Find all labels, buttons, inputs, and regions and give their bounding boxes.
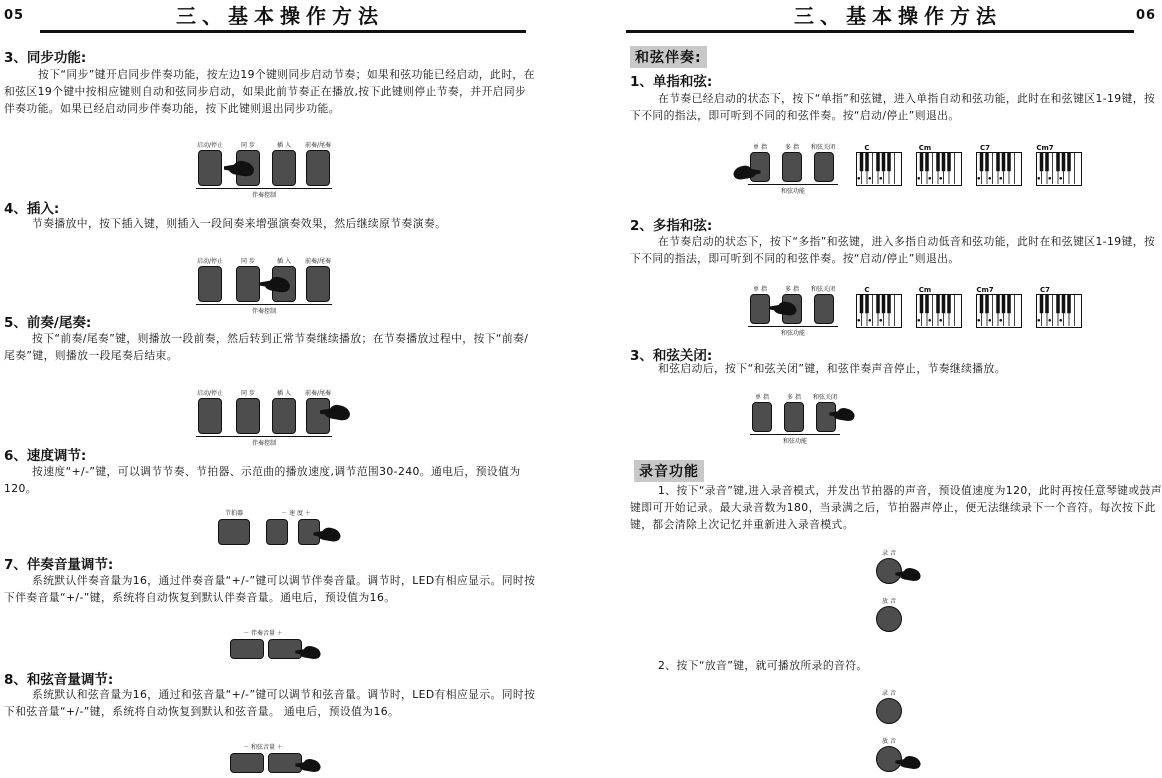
chord-keyboard-diagram — [1036, 152, 1082, 186]
section-heading-intro-ending: 5、前奏/尾奏: — [4, 315, 92, 331]
group-line — [750, 434, 840, 435]
chord-name: C7 — [979, 144, 990, 152]
pointing-hand-icon — [318, 402, 352, 422]
group-line — [196, 188, 332, 189]
section-text-chord-off: 和弦启动后，按下“和弦关闭”键，和弦伴奏声音停止，节奏继续播放。 — [658, 362, 1006, 375]
chord-name: Cm7 — [976, 286, 994, 294]
right-page — [614, 0, 1162, 778]
chord-keyboard-diagram — [916, 152, 962, 186]
start-stop-key[interactable] — [198, 150, 222, 186]
pointing-hand-icon — [294, 642, 322, 662]
tempo-label: － 速 度 ＋ — [281, 510, 311, 517]
chord-keyboard-diagram — [976, 152, 1022, 186]
group-line — [196, 304, 332, 305]
chord-name: Cm — [918, 144, 932, 152]
section-heading-fill-in: 4、插入: — [4, 201, 60, 217]
group-label: 伴奏控制 — [251, 308, 276, 315]
key-label: 启动/停止 — [196, 142, 224, 149]
chord-off-key[interactable] — [814, 152, 834, 182]
page-title: 三、基本操作方法 — [176, 4, 384, 28]
section-text-chord-volume: 系统默认和弦音量为16，通过和弦音量“+/-”键可以调节和弦音量。调节时，LED有相应显示。同时按下和弦音量“+/-”键，系统将自动恢复到默认和弦音量。 通电后，预设值为16。 — [4, 688, 536, 718]
play-label: 放 音 — [882, 738, 896, 745]
key-label: 多 指 — [787, 394, 801, 401]
section-text-tempo: 按速度“+/-”键，可以调节节奏、节拍器、示范曲的播放速度,调节范围30-240。通电后，预设值为120。 — [4, 465, 521, 495]
key-label: 同 步 — [241, 258, 255, 265]
section-text-single-finger: 在节奏已经启动的状态下，按下“单指”和弦键，进入单指自动和弦功能，此时在和弦键区1-19键，按下不同的指法，即可听到不同的和弦伴奏。按“启动/停止”则退出。 — [630, 92, 1156, 122]
key-label: 多 指 — [785, 286, 799, 293]
key-label: 多 指 — [785, 144, 799, 151]
group-label: 和弦功能 — [780, 188, 805, 195]
record-label: 录 音 — [882, 550, 896, 557]
title-rule — [626, 30, 1134, 33]
sync-key[interactable] — [236, 398, 260, 434]
chord-name: C — [864, 144, 870, 152]
single-finger-chord-figure — [732, 142, 1132, 198]
multi-finger-chord-figure — [732, 284, 1132, 340]
key-label: 前奏/尾奏 — [304, 142, 332, 149]
page-number: 06 — [1136, 8, 1157, 23]
section-text-sync: 按下“同步”键开启同步伴奏功能，按左边19个键则同步启动节奏；如果和弦功能已经启动，此时，在和弦区19个键中按相应键则自动和弦同步启动，如果此前节奏正在播放,按下此键则停止节奏，并开启同步伴奏功能。如果已经启动同步伴奏功能，按下此键则退出同步功能。 — [4, 68, 535, 115]
sync-key[interactable] — [236, 266, 260, 302]
key-label: 和弦关闭 — [812, 394, 837, 401]
section-text-accompaniment-volume: 系统默认伴奏音量为16，通过伴奏音量“+/-”键可以调节伴奏音量。调节时，LED有相应显示。同时按下伴奏音量“+/-”键，系统将自动恢复到默认伴奏音量。通电后，预设值为16。 — [4, 574, 536, 604]
pointing-hand-icon — [294, 755, 322, 775]
intro-ending-key[interactable] — [306, 150, 330, 186]
record-label: 录 音 — [882, 690, 896, 697]
tempo-figure — [216, 508, 346, 552]
section-heading-accompaniment-volume: 7、伴奏音量调节: — [4, 557, 114, 573]
key-label: 同 步 — [241, 390, 255, 397]
intro-ending-key[interactable] — [306, 266, 330, 302]
chord-off-figure — [750, 392, 860, 448]
record-section-title: 录音功能 — [634, 460, 704, 482]
accompaniment-control-figure-3 — [196, 388, 356, 448]
key-label: 单 指 — [755, 394, 769, 401]
pointing-hand-icon — [258, 274, 292, 294]
record-play-figure-1 — [872, 548, 932, 634]
pointing-hand-icon — [768, 298, 798, 318]
pointing-hand-icon — [732, 162, 762, 182]
metronome-label: 节拍器 — [224, 510, 243, 517]
single-finger-key[interactable] — [750, 294, 770, 324]
key-label: 同 步 — [241, 142, 255, 149]
chord-name: Cm — [918, 286, 932, 294]
accompaniment-control-figure-2 — [196, 256, 336, 316]
chord-off-key[interactable] — [814, 294, 834, 324]
chord-accompaniment-section-title: 和弦伴奏: — [630, 46, 707, 68]
tempo-down-key[interactable] — [266, 519, 288, 545]
section-heading-sync: 3、同步功能: — [4, 50, 87, 66]
group-label: 和弦功能 — [782, 438, 807, 445]
fill-in-key[interactable] — [272, 398, 296, 434]
key-label: 前奏/尾奏 — [304, 390, 332, 397]
section-text-multi-finger: 在节奏启动的状态下，按下“多指”和弦键，进入多指自动低音和弦功能，此时在和弦键区1-19键，按下不同的指法，即可听到不同的和弦伴奏。按“启动/停止”则退出。 — [630, 235, 1156, 265]
section-heading-single-finger: 1、单指和弦: — [630, 74, 713, 90]
accompaniment-volume-label: － 伴奏音量 ＋ — [243, 630, 283, 637]
left-page — [0, 0, 548, 778]
record-key[interactable] — [876, 698, 902, 724]
accompaniment-volume-down-key[interactable] — [230, 639, 264, 659]
key-label: 和弦关闭 — [810, 144, 835, 151]
play-key[interactable] — [876, 606, 902, 632]
chord-name: Cm7 — [1036, 144, 1054, 152]
group-label: 和弦功能 — [780, 330, 805, 337]
pointing-hand-icon — [312, 524, 342, 544]
group-line — [748, 326, 838, 327]
section-heading-tempo: 6、速度调节: — [4, 448, 87, 464]
chord-volume-figure — [228, 742, 328, 778]
chord-name: C7 — [1039, 286, 1050, 294]
key-label: 和弦关闭 — [810, 286, 835, 293]
section-text-fill-in: 节奏播放中，按下插入键，则插入一段间奏来增强演奏效果，然后继续原节奏演奏。 — [32, 217, 447, 230]
chord-keyboard-diagram — [856, 152, 902, 186]
group-line — [748, 184, 838, 185]
key-label: 插 入 — [277, 142, 291, 149]
key-label: 启动/停止 — [196, 258, 224, 265]
single-finger-key[interactable] — [752, 402, 772, 432]
section-text-intro-ending: 按下“前奏/尾奏”键，则播放一段前奏，然后转到正常节奏继续播放；在节奏播放过程中，按下“前奏/尾奏”键，则播放一段尾奏后结束。 — [4, 332, 529, 362]
multi-finger-key[interactable] — [784, 402, 804, 432]
key-label: 单 指 — [753, 144, 767, 151]
group-label: 伴奏控制 — [251, 440, 276, 447]
page-title: 三、基本操作方法 — [794, 4, 1002, 28]
multi-finger-key[interactable] — [782, 152, 802, 182]
page-number: 05 — [4, 8, 25, 23]
chord-volume-label: － 和弦音量 ＋ — [243, 744, 283, 751]
group-label: 伴奏控制 — [251, 192, 276, 199]
chord-name: C — [864, 286, 870, 294]
fill-in-key[interactable] — [272, 150, 296, 186]
pointing-hand-icon — [828, 404, 856, 424]
chord-keyboard-diagram — [976, 294, 1022, 328]
title-rule — [40, 30, 526, 33]
record-play-figure-2 — [872, 688, 932, 778]
group-line — [196, 436, 332, 437]
play-label: 放 音 — [882, 598, 896, 605]
key-label: 单 指 — [753, 286, 767, 293]
chord-keyboard-diagram — [856, 294, 902, 328]
accompaniment-control-figure-1 — [196, 140, 336, 200]
accompaniment-volume-figure — [228, 628, 328, 664]
metronome-key[interactable] — [218, 519, 250, 545]
chord-keyboard-diagram — [916, 294, 962, 328]
key-label: 前奏/尾奏 — [304, 258, 332, 265]
pointing-hand-icon — [894, 752, 922, 772]
start-stop-key[interactable] — [198, 266, 222, 302]
record-instructions-2: 2、按下“放音”键，就可播放所录的音符。 — [658, 659, 868, 672]
section-heading-chord-off: 3、和弦关闭: — [630, 348, 713, 364]
chord-volume-down-key[interactable] — [230, 753, 264, 773]
key-label: 插 入 — [277, 390, 291, 397]
record-instructions-1: 1、按下“录音”键,进入录音模式，并发出节拍器的声音，预设值速度为120，此时再按任意琴键或鼓声键即可开始记录。最大录音数为180，当录满之后，节拍器声停止，便无法继续录下一个音符。每次按下此键，都会清除上次记忆并重新进入录音模式。 — [630, 484, 1162, 531]
key-label: 插 入 — [277, 258, 291, 265]
chord-keyboard-diagram — [1036, 294, 1082, 328]
pointing-hand-icon — [222, 158, 256, 178]
start-stop-key[interactable] — [198, 398, 222, 434]
key-label: 启动/停止 — [196, 390, 224, 397]
pointing-hand-icon — [894, 564, 922, 584]
section-heading-chord-volume: 8、和弦音量调节: — [4, 672, 114, 688]
section-heading-multi-finger: 2、多指和弦: — [630, 218, 713, 234]
